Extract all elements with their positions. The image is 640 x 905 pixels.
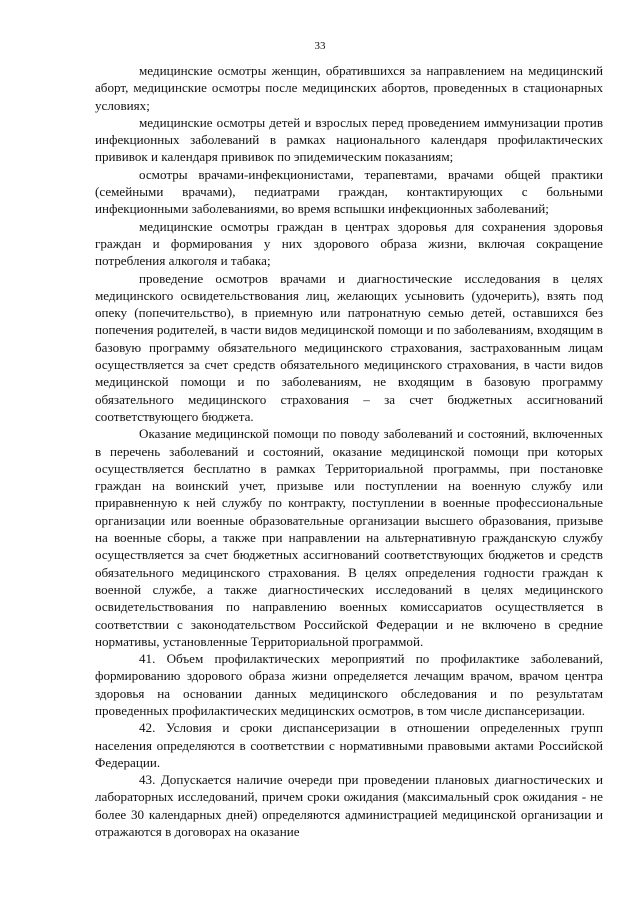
- paragraph-item-41: 41. Объем профилактических мероприятий по профилактике заболеваний, формированию здорового образа жизни определяется лечащим врачом, врачом центра здоровья на основании данных медицинского обследования и по результатам проведенных профилактических медицинских осмотров, в том числе диспансеризации.: [95, 651, 603, 718]
- paragraph-item-43: 43. Допускается наличие очереди при проведении плановых диагностических и лабораторных исследований, причем сроки ожидания (максимальный срок ожидания - не более 30 календарных дней) определяются администрацией медицинской организации и отражаются в договорах на оказание: [95, 772, 603, 840]
- paragraph-immunization-exams: медицинские осмотры детей и взрослых перед проведением иммунизации против инфекционных заболеваний в рамках национального календаря профилактических прививок и календаря прививок по эпидемическим показаниям;: [95, 114, 603, 165]
- page-number: 33: [314, 40, 326, 52]
- paragraph-infection-exams: осмотры врачами-инфекционистами, терапевтами, врачами общей практики (семейными врачами), педиатрами граждан, контактирующих с больными инфекционными заболеваниями, во время вспышки инфекционных заболеваний;: [95, 166, 603, 217]
- paragraph-item-42: 42. Условия и сроки диспансеризации в отношении определенных групп населения определяются в соответствии с нормативными правовыми актами Российской Федерации.: [95, 720, 603, 770]
- document-body: [95, 62, 603, 840]
- paragraph-abortion-exams: медицинские осмотры женщин, обратившихся за направлением на медицинский аборт, медицинские осмотры после медицинских абортов, проведенных в стационарных условиях;: [95, 63, 603, 113]
- paragraph-military-service: Оказание медицинской помощи по поводу заболеваний и состояний, включенных в перечень заболеваний и состояний, оказание медицинской помощи при которых осуществляется бесплатно в рамках Территориальной программы, при постановке граждан на воинский учет, призыве или поступлении на военную службу или приравненную к ней службу по контракту, поступлении в военные профессиональные организации или военные образовательные организации высшего образования, призыве на военные сборы, а также при направлении на альтернативную гражданскую службу осуществляется за счет бюджетных ассигнований соответствующих бюджетов и средств обязательного медицинского страхования. В целях определения годности граждан к военной службе, а также диагностических исследований в целях медицинского освидетельствования по направлению военных комиссариатов осуществляется в соответствии с законодательством Российской Федерации и не включено в средние нормативы, установленные Территориальной программой.: [95, 426, 603, 649]
- paragraph-health-centers: медицинские осмотры граждан в центрах здоровья для сохранения здоровья граждан и формирования у них здорового образа жизни, включая сокращение потребления алкоголя и табака;: [95, 218, 603, 269]
- paragraph-adoption-exams: проведение осмотров врачами и диагностические исследования в целях медицинского освидетельствования лиц, желающих усыновить (удочерить), взять под опеку (попечительство), в приемную или патронатную семью детей, оставшихся без попечения родителей, в части видов медицинской помощи и по заболеваниям, входящим в базовую программу обязательного медицинского страхования, застрахованным лицам осуществляется за счет средств обязательного медицинского страхования, в части видов медицинской помощи и по заболеваниям, не входящим в базовую программу обязательного медицинского страхования – за счет бюджетных ассигнований соответствующего бюджета.: [95, 270, 603, 424]
